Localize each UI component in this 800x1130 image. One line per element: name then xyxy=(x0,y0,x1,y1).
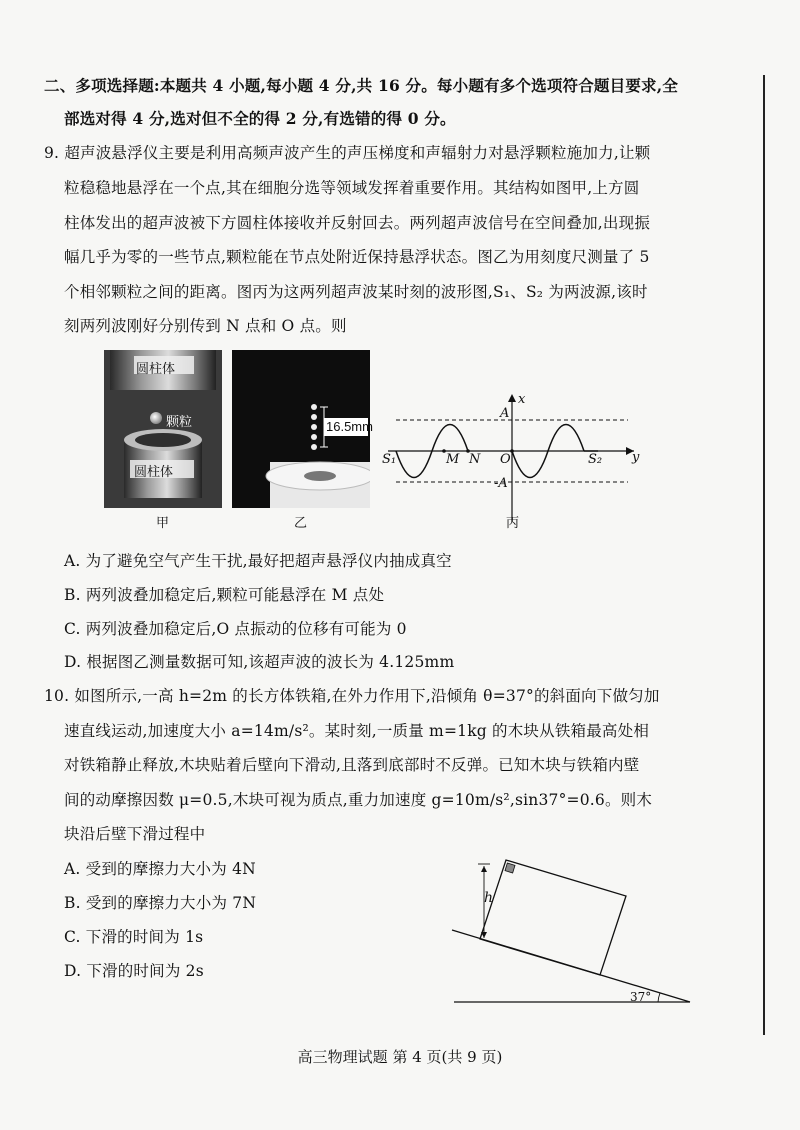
label-N: N xyxy=(469,452,481,467)
axis-x-label: x xyxy=(518,392,526,407)
q9-line-6: 刻两列波刚好分别传到 N 点和 O 点。则 xyxy=(64,317,347,335)
q10-line-2: 速直线运动,加速度大小 a=14m/s²。某时刻,一质量 m=1kg 的木块从铁箱最高处相 xyxy=(64,722,650,740)
caption-jia: 甲 xyxy=(156,516,170,531)
q9-line-4: 幅几乎为零的一些节点,颗粒能在节点处附近保持悬浮状态。图乙为用刻度尺测量了 5 xyxy=(64,248,650,266)
q10-option-d: D. 下滑的时间为 2s xyxy=(64,962,204,980)
particle-5 xyxy=(311,444,317,450)
neg-amplitude-label: -A xyxy=(494,476,508,491)
figure-bing xyxy=(382,392,640,532)
q9-line-3: 柱体发出的超声波被下方圆柱体接收并反射回去。两列超声波信号在空间叠加,出现振 xyxy=(64,214,651,232)
particle-4 xyxy=(311,434,317,440)
q10-option-b: B. 受到的摩擦力大小为 7N xyxy=(64,894,257,912)
q9-option-d: D. 根据图乙测量数据可知,该超声波的波长为 4.125mm xyxy=(64,653,455,671)
caption-yi: 乙 xyxy=(294,516,308,531)
label-lower-cylinder: 圆柱体 xyxy=(134,465,174,480)
axis-y-label: y xyxy=(632,450,640,465)
label-particle: 颗粒 xyxy=(166,415,193,430)
label-M: M xyxy=(446,452,460,467)
angle-arc xyxy=(658,993,660,1002)
amplitude-label: A xyxy=(500,406,510,421)
incline-diagram xyxy=(450,852,700,1012)
q9-line-5: 个相邻颗粒之间的距离。图丙为这两列超声波某时刻的波形图,S₁、S₂ 为两波源,该时 xyxy=(64,283,648,301)
q10-option-a: A. 受到的摩擦力大小为 4N xyxy=(64,860,256,878)
right-margin-rule xyxy=(763,75,765,1035)
wood-block xyxy=(505,863,515,873)
figure-incline xyxy=(450,852,700,1012)
q10-line-1: 10. 如图所示,一高 h=2m 的长方体铁箱,在外力作用下,沿倾角 θ=37°的斜面向下做匀加 xyxy=(44,687,660,705)
q9-option-b: B. 两列波叠加稳定后,颗粒可能悬浮在 M 点处 xyxy=(64,586,385,604)
q9-line-2: 粒稳稳地悬浮在一个点,其在细胞分选等领域发挥着重要作用。其结构如图甲,上方圆 xyxy=(64,179,640,197)
q10-line-4: 间的动摩擦因数 μ=0.5,木块可视为质点,重力加速度 g=10m/s²,sin37°=0.6。则木 xyxy=(64,791,653,809)
particle-3 xyxy=(311,424,317,430)
particle-2 xyxy=(311,414,317,420)
page-footer: 高三物理试题 第 4 页(共 9 页) xyxy=(297,1048,503,1066)
label-S1: S₁ xyxy=(382,452,397,467)
measure-label: 16.5mm xyxy=(326,419,373,434)
wave-diagram xyxy=(388,392,640,532)
particle-icon xyxy=(150,412,162,424)
label-S2: S₂ xyxy=(588,452,603,467)
q9-line-1: 9. 超声波悬浮仪主要是利用高频声波产生的声压梯度和声辐射力对悬浮颗粒施加力,让颗 xyxy=(44,144,651,162)
particle-1 xyxy=(311,404,317,410)
q10-option-c: C. 下滑的时间为 1s xyxy=(64,928,204,946)
iron-box xyxy=(480,860,626,975)
label-upper-cylinder: 圆柱体 xyxy=(136,362,176,377)
q10-line-5: 块沿后壁下滑过程中 xyxy=(64,825,206,843)
figure-jia xyxy=(104,350,222,531)
label-angle: 37° xyxy=(630,990,652,1004)
caption-bing: 丙 xyxy=(506,516,520,531)
label-h: h xyxy=(484,890,494,906)
q9-option-a: A. 为了避免空气产生干扰,最好把超声悬浮仪内抽成真空 xyxy=(64,552,452,570)
section-header-line-1: 二、多项选择题:本题共 4 小题,每小题 4 分,共 16 分。每小题有多个选项符合题目要求,全 xyxy=(44,76,679,95)
section-header-line-2: 部选对得 4 分,选对但不全的得 2 分,有选错的得 0 分。 xyxy=(64,109,456,128)
figure-yi xyxy=(232,350,373,531)
q10-line-3: 对铁箱静止释放,木块贴着后壁向下滑动,且落到底部时不反弹。已知木块与铁箱内壁 xyxy=(64,756,640,774)
q9-option-c: C. 两列波叠加稳定后,O 点振动的位移有可能为 0 xyxy=(64,620,407,638)
label-O: O xyxy=(500,452,511,467)
